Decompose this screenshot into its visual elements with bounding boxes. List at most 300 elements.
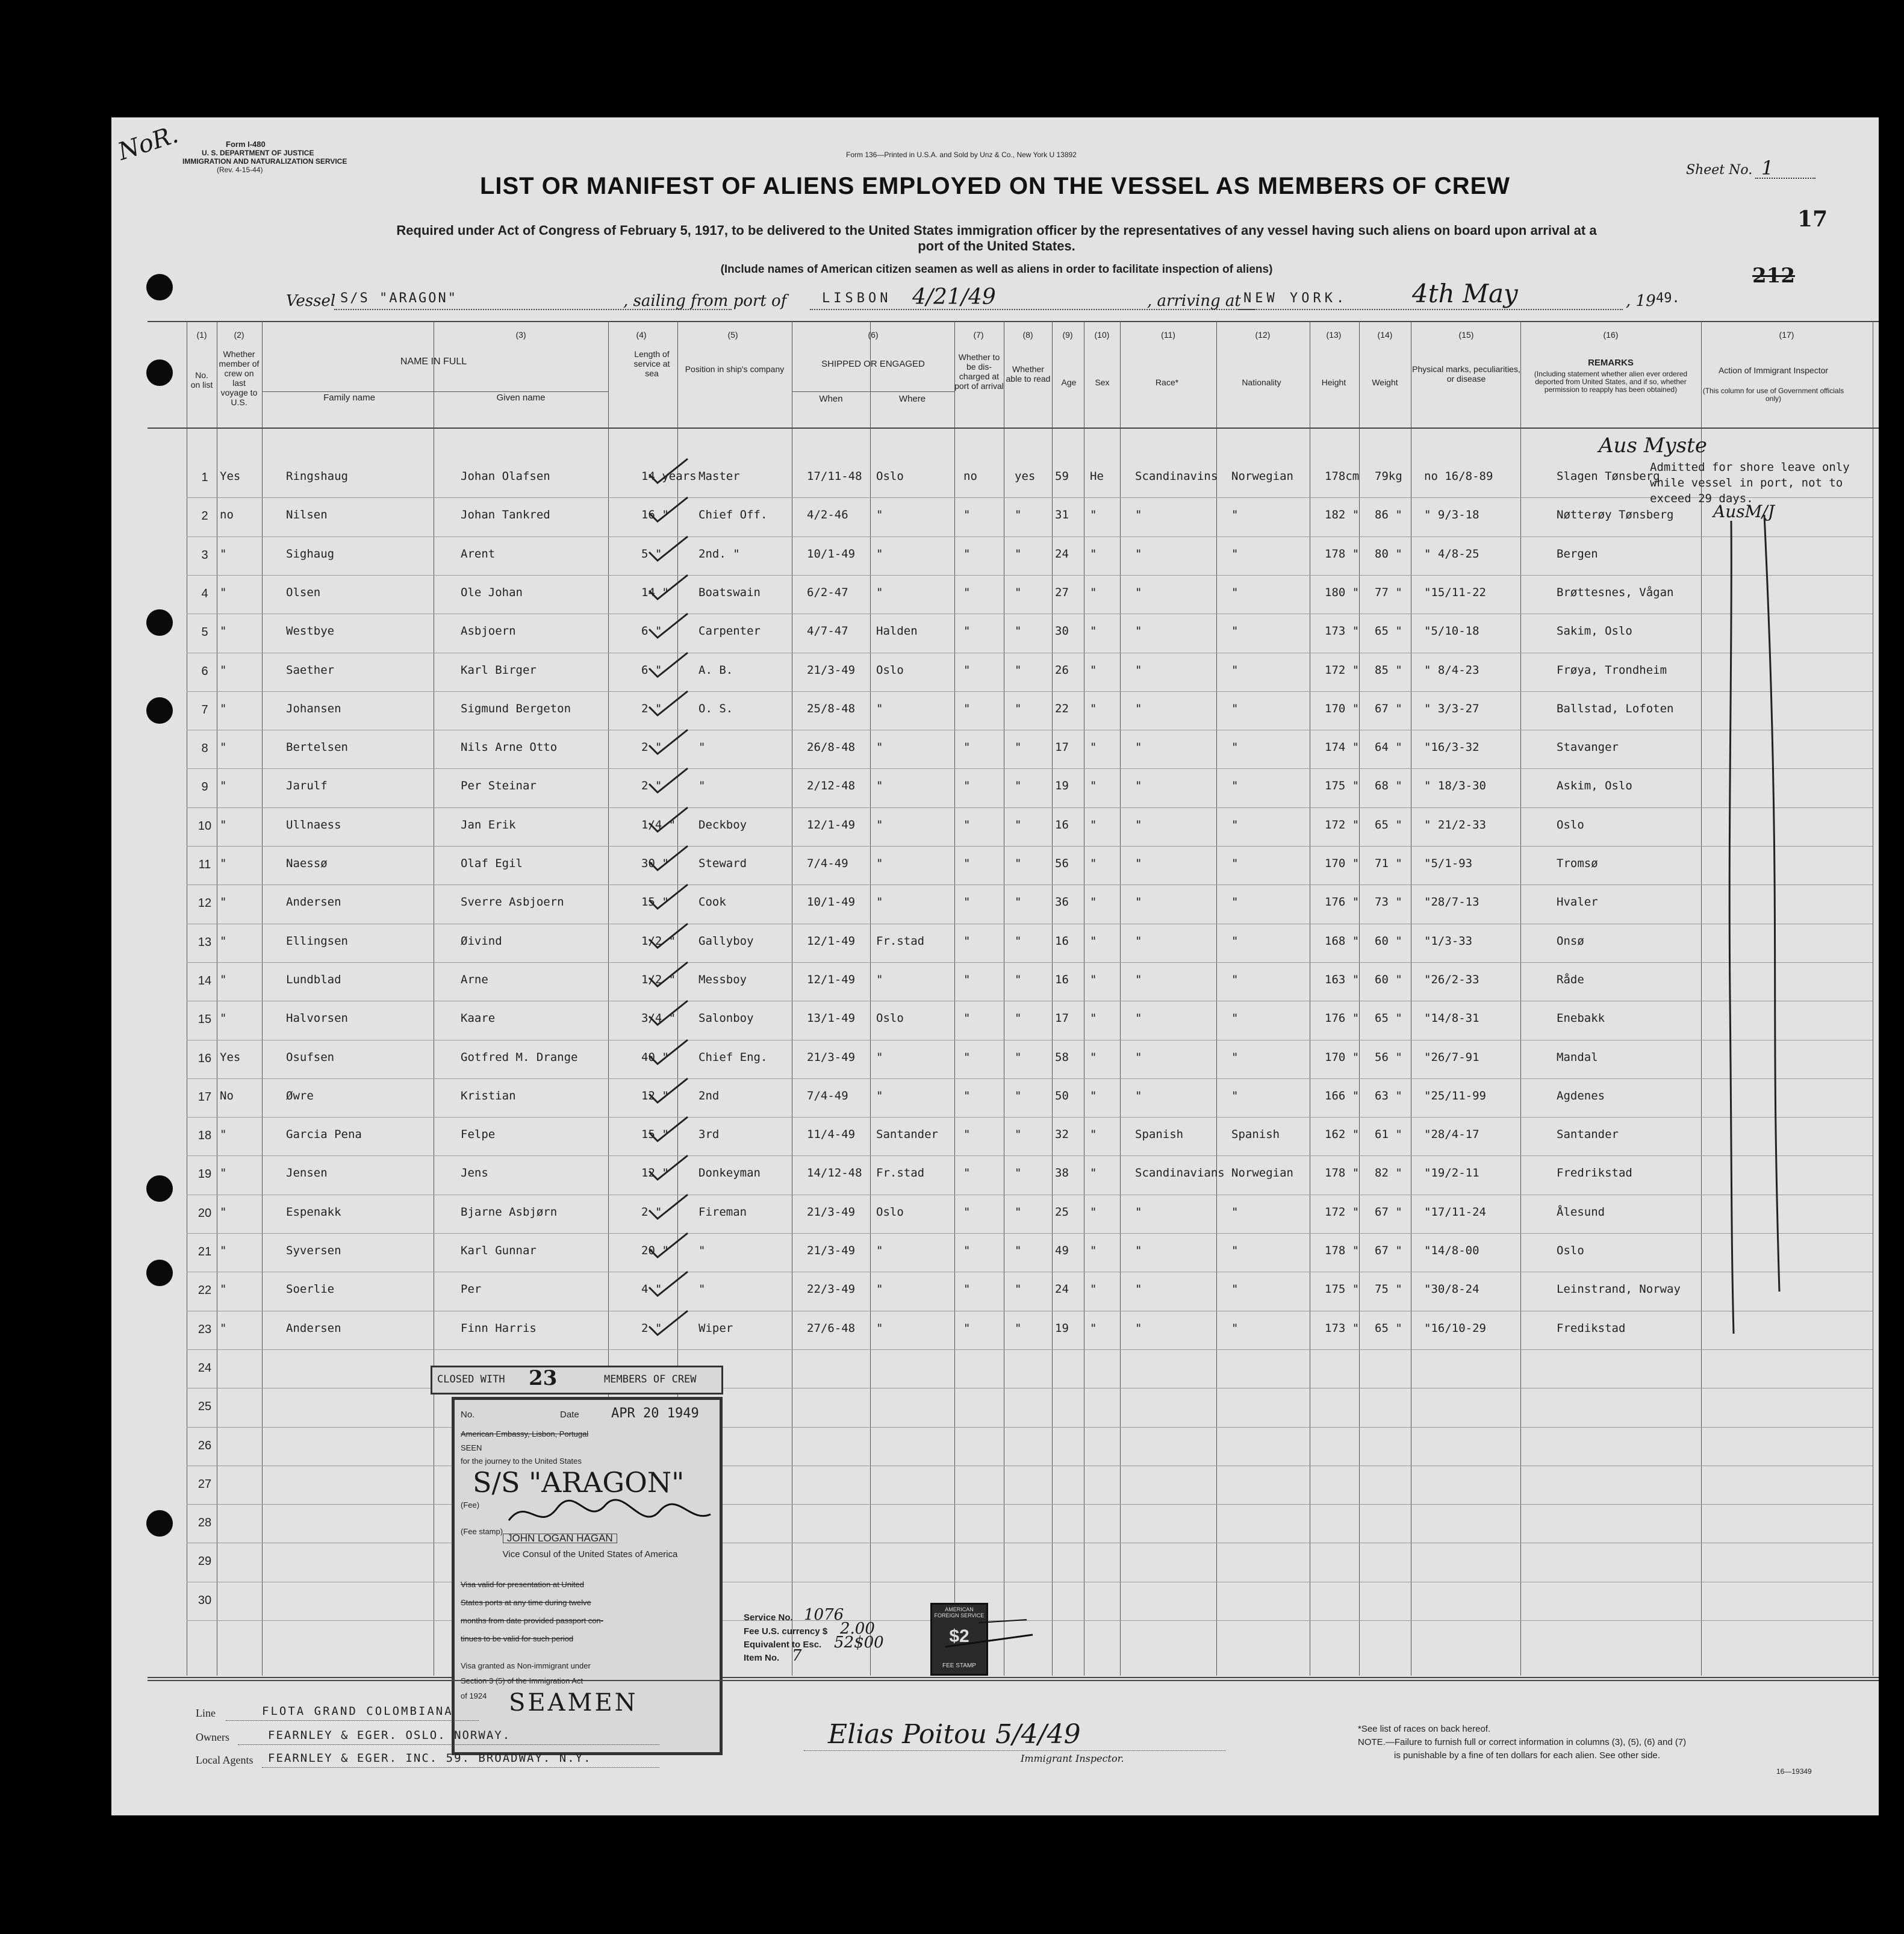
cell-given: Felpe xyxy=(461,1128,496,1141)
sheet-number-label: Sheet No. xyxy=(1686,163,1753,178)
cell-height: 182 " xyxy=(1325,508,1360,521)
cell-nat: " xyxy=(1231,934,1239,948)
cell-where: " xyxy=(876,1244,883,1257)
cell-disch: " xyxy=(963,741,971,754)
check-mark-icon xyxy=(644,1231,692,1261)
cell-height: 178 " xyxy=(1325,547,1360,561)
column-number: (8) xyxy=(1022,330,1033,340)
cell-given: Karl Birger xyxy=(461,664,537,677)
cell-height: 168 " xyxy=(1325,934,1360,948)
cell-marks: "5/10-18 xyxy=(1424,624,1479,638)
punch-hole xyxy=(146,1260,173,1286)
cell-no: 18 xyxy=(198,1129,212,1142)
cell-remarks: Råde xyxy=(1557,973,1584,986)
cell-when: 17/11-48 xyxy=(807,470,862,483)
inspector-initials: AusM/J xyxy=(1713,502,1775,521)
cell-where: Santander xyxy=(876,1128,938,1141)
punch-hole xyxy=(146,1175,173,1202)
cell-disch: " xyxy=(963,1166,971,1180)
column-number: (7) xyxy=(973,330,984,340)
cell-position: 2nd. " xyxy=(698,547,740,561)
col-read-header: Whether able to read xyxy=(1006,364,1051,384)
cell-read: " xyxy=(1015,1244,1022,1257)
cell-where: Halden xyxy=(876,624,918,638)
cell-height: 172 " xyxy=(1325,818,1360,832)
cell-where: Fr.stad xyxy=(876,1166,925,1180)
cell-age: 50 xyxy=(1055,1089,1069,1102)
cell-sex: " xyxy=(1090,818,1097,832)
equivalent-label: Equivalent to Esc. xyxy=(744,1640,822,1650)
table-row-rule xyxy=(187,536,1873,537)
cell-remarks: Fredikstad xyxy=(1557,1322,1626,1335)
cell-nat: Norwegian xyxy=(1231,1166,1293,1180)
cell-remarks: Fredrikstad xyxy=(1557,1166,1632,1180)
visa-line-embassy: American Embassy, Lisbon, Portugal xyxy=(461,1429,589,1438)
cell-no: 15 xyxy=(198,1013,212,1026)
cell-weight: 56 " xyxy=(1375,1051,1402,1064)
visa-fee-stamp-label: (Fee stamp) xyxy=(461,1527,503,1536)
cell-service: 6 " xyxy=(641,664,662,677)
cell-service: 12 " xyxy=(641,1166,669,1180)
cell-age: 31 xyxy=(1055,508,1069,521)
failure-note-2: is punishable by a fine of ten dollars for each alien. See other side. xyxy=(1394,1750,1660,1761)
cell-family: Andersen xyxy=(286,895,341,909)
cell-nat: Spanish xyxy=(1231,1128,1280,1141)
col-action-sub: (This column for use of Government officials only) xyxy=(1702,387,1844,403)
fee-amount: 2.00 xyxy=(840,1620,875,1638)
cell-height: 170 " xyxy=(1325,1051,1360,1064)
cell-race: " xyxy=(1135,779,1142,792)
line-value: FLOTA GRAND COLOMBIANA xyxy=(262,1705,453,1718)
cell-sex: " xyxy=(1090,934,1097,948)
cell-given: Gotfred M. Drange xyxy=(461,1051,578,1064)
cell-remarks: Agdenes xyxy=(1557,1089,1605,1102)
cell-race: " xyxy=(1135,547,1142,561)
cell-weight: 60 " xyxy=(1375,934,1402,948)
agents-underline xyxy=(262,1767,659,1768)
table-row-rule xyxy=(187,1504,1873,1505)
cell-age: 56 xyxy=(1055,857,1069,870)
cell-given: Johan Olafsen xyxy=(461,470,550,483)
cell-no: 1 xyxy=(201,471,208,484)
cell-given: Nils Arne Otto xyxy=(461,741,558,754)
table-row-rule xyxy=(187,768,1873,769)
cell-disch: " xyxy=(963,934,971,948)
cell-marks: "28/7-13 xyxy=(1424,895,1479,909)
cell-service: 1/4 " xyxy=(641,818,676,832)
header-sub-rule xyxy=(262,391,608,392)
cell-age: 25 xyxy=(1055,1205,1069,1219)
cell-read: " xyxy=(1015,818,1022,832)
cell-weight: 60 " xyxy=(1375,973,1402,986)
cell-position: A. B. xyxy=(698,664,733,677)
cell-no: 11 xyxy=(198,858,211,871)
punch-hole xyxy=(146,274,173,300)
cell-race: Scandinavins xyxy=(1135,470,1218,483)
empty-row-number: 29 xyxy=(198,1555,212,1568)
inspector-note-line3: exceed 29 days. xyxy=(1650,492,1753,505)
cell-when: 26/8-48 xyxy=(807,741,856,754)
cell-nat: " xyxy=(1231,1244,1239,1257)
cell-family: Øwre xyxy=(286,1089,314,1102)
cell-sex: He xyxy=(1090,470,1104,483)
punch-hole xyxy=(146,1510,173,1537)
cell-no: 10 xyxy=(198,819,212,833)
cell-remarks: Brøttesnes, Vågan xyxy=(1557,586,1674,599)
column-number: (13) xyxy=(1326,330,1342,340)
cell-no: 23 xyxy=(198,1323,212,1336)
cell-given: Arne xyxy=(461,973,488,986)
header-sub-rule xyxy=(792,391,954,392)
cell-marks: "26/7-91 xyxy=(1424,1051,1479,1064)
table-column-rule xyxy=(1359,321,1360,1676)
cell-marks: "16/10-29 xyxy=(1424,1322,1486,1335)
cell-nat: " xyxy=(1231,1283,1239,1296)
cell-nat: " xyxy=(1231,741,1239,754)
cell-when: 13/1-49 xyxy=(807,1012,856,1025)
cell-when: 4/7-47 xyxy=(807,624,848,638)
cell-sex: " xyxy=(1090,1012,1097,1025)
cell-remarks: Ballstad, Lofoten xyxy=(1557,702,1674,715)
cell-read: " xyxy=(1015,508,1022,521)
check-mark-icon xyxy=(644,1037,692,1068)
cell-age: 27 xyxy=(1055,586,1069,599)
cell-prev: " xyxy=(220,586,227,599)
visa-validity-1: Visa valid for presentation at United xyxy=(461,1580,584,1589)
cell-where: " xyxy=(876,779,883,792)
visa-line-seen: SEEN xyxy=(461,1443,482,1452)
check-mark-icon xyxy=(644,921,692,951)
cell-height: 178 " xyxy=(1325,1244,1360,1257)
cell-no: 4 xyxy=(201,587,208,600)
check-mark-icon xyxy=(644,766,692,796)
cell-disch: " xyxy=(963,1128,971,1141)
cell-height: 176 " xyxy=(1325,895,1360,909)
cell-disch: " xyxy=(963,857,971,870)
cell-prev: " xyxy=(220,934,227,948)
cell-age: 19 xyxy=(1055,779,1069,792)
cell-read: " xyxy=(1015,624,1022,638)
check-mark-icon xyxy=(644,456,692,487)
owners-value: FEARNLEY & EGER. OSLO. NORWAY. xyxy=(268,1729,511,1742)
cell-disch: " xyxy=(963,508,971,521)
cell-disch: " xyxy=(963,1089,971,1102)
cell-position: Master xyxy=(698,470,740,483)
cell-age: 24 xyxy=(1055,1283,1069,1296)
cell-nat: " xyxy=(1231,508,1239,521)
col-marks-header: Physical marks, peculiarities, or disease xyxy=(1412,364,1520,384)
cell-service: 14 years xyxy=(641,470,697,483)
cell-when: 21/3-49 xyxy=(807,1244,856,1257)
cell-when: 27/6-48 xyxy=(807,1322,856,1335)
table-column-rule xyxy=(1520,321,1521,1676)
cell-sex: " xyxy=(1090,741,1097,754)
cell-read: " xyxy=(1015,1012,1022,1025)
cell-prev: no xyxy=(220,508,234,521)
check-mark-icon xyxy=(644,844,692,874)
cell-remarks: Ålesund xyxy=(1557,1205,1605,1219)
col-remarks-header: REMARKS xyxy=(1588,358,1634,368)
visa-line-journey: for the journey to the United States xyxy=(461,1457,582,1466)
cell-nat: " xyxy=(1231,779,1239,792)
cell-where: " xyxy=(876,741,883,754)
cell-height: 174 " xyxy=(1325,741,1360,754)
cell-service: 1/2 " xyxy=(641,934,676,948)
cell-family: Soerlie xyxy=(286,1283,335,1296)
cell-nat: " xyxy=(1231,1322,1239,1335)
cell-disch: " xyxy=(963,586,971,599)
cell-race: " xyxy=(1135,934,1142,948)
inspector-bracket-line xyxy=(1719,515,1803,1358)
cell-no: 3 xyxy=(201,549,208,562)
cell-position: Gallyboy xyxy=(698,934,754,948)
table-row-rule xyxy=(187,1233,1873,1234)
table-row-rule xyxy=(187,1427,1873,1428)
cell-nat: " xyxy=(1231,1012,1239,1025)
cell-race: " xyxy=(1135,624,1142,638)
cell-service: 14 " xyxy=(641,586,669,599)
cell-service: 5 " xyxy=(641,547,662,561)
cell-weight: 65 " xyxy=(1375,1322,1402,1335)
check-mark-icon xyxy=(644,611,692,641)
cell-race: " xyxy=(1135,741,1142,754)
cell-marks: "17/11-24 xyxy=(1424,1205,1486,1219)
cell-weight: 71 " xyxy=(1375,857,1402,870)
visa-date: APR 20 1949 xyxy=(611,1406,699,1421)
empty-row-number: 28 xyxy=(198,1516,212,1529)
table-row-rule xyxy=(187,962,1873,963)
page-title: LIST OR MANIFEST OF ALIENS EMPLOYED ON THE VESSEL AS MEMBERS OF CREW xyxy=(479,173,1511,199)
fee-stamp-cancel-marks xyxy=(942,1611,1039,1659)
cell-where: " xyxy=(876,1089,883,1102)
cell-height: 178cm xyxy=(1325,470,1360,483)
cell-nat: Norwegian xyxy=(1231,470,1293,483)
column-number: (2) xyxy=(234,330,244,340)
cell-height: 176 " xyxy=(1325,1012,1360,1025)
cell-race: Spanish xyxy=(1135,1128,1184,1141)
cell-when: 10/1-49 xyxy=(807,895,856,909)
check-mark-icon xyxy=(644,1192,692,1222)
cell-position: Donkeyman xyxy=(698,1166,761,1180)
cell-disch: no xyxy=(963,470,977,483)
cell-remarks: Stavanger xyxy=(1557,741,1619,754)
cell-position: " xyxy=(698,1283,706,1296)
cell-marks: "5/1-93 xyxy=(1424,857,1473,870)
cell-family: Ringshaug xyxy=(286,470,348,483)
cell-height: 162 " xyxy=(1325,1128,1360,1141)
cell-height: 180 " xyxy=(1325,586,1360,599)
cell-no: 20 xyxy=(198,1207,212,1220)
agents-label: Local Agents xyxy=(196,1754,254,1766)
consul-name: JOHN LOGAN HAGAN xyxy=(503,1534,617,1543)
cell-height: 175 " xyxy=(1325,779,1360,792)
inspector-note-line2: while vessel in port, not to xyxy=(1650,476,1843,490)
cell-marks: "14/8-00 xyxy=(1424,1244,1479,1257)
table-row-rule xyxy=(187,807,1873,808)
sailing-label: , sailing from port of xyxy=(623,292,787,310)
cell-nat: " xyxy=(1231,895,1239,909)
cell-read: " xyxy=(1015,547,1022,561)
cell-remarks: Slagen Tønsberg xyxy=(1557,470,1660,483)
cell-height: 163 " xyxy=(1325,973,1360,986)
cell-no: 6 xyxy=(201,665,208,678)
cell-family: Sighaug xyxy=(286,547,335,561)
cell-service: 4 " xyxy=(641,1283,662,1296)
cell-sex: " xyxy=(1090,857,1097,870)
cell-where: " xyxy=(876,508,883,521)
cell-family: Johansen xyxy=(286,702,341,715)
check-mark-icon xyxy=(644,960,692,990)
cell-age: 16 xyxy=(1055,973,1069,986)
cell-disch: " xyxy=(963,702,971,715)
cell-service: 1/2 " xyxy=(641,973,676,986)
cell-height: 173 " xyxy=(1325,1322,1360,1335)
cell-race: " xyxy=(1135,1089,1142,1102)
cell-family: Westbye xyxy=(286,624,335,638)
cell-when: 22/3-49 xyxy=(807,1283,856,1296)
cell-age: 17 xyxy=(1055,1012,1069,1025)
col-height-header: Height xyxy=(1321,378,1346,387)
cell-read: " xyxy=(1015,1089,1022,1102)
column-number: (6) xyxy=(868,330,879,340)
cell-height: 170 " xyxy=(1325,857,1360,870)
column-number: (10) xyxy=(1094,330,1110,340)
cell-weight: 65 " xyxy=(1375,1012,1402,1025)
cell-race: " xyxy=(1135,508,1142,521)
cell-marks: "16/3-32 xyxy=(1424,741,1479,754)
cell-sex: " xyxy=(1090,895,1097,909)
cell-family: Garcia Pena xyxy=(286,1128,362,1141)
cell-marks: " 3/3-27 xyxy=(1424,702,1479,715)
cell-weight: 65 " xyxy=(1375,624,1402,638)
empty-row-number: 27 xyxy=(198,1478,212,1491)
cell-marks: "26/2-33 xyxy=(1424,973,1479,986)
fee-stamp-bottom: FEE STAMP xyxy=(942,1662,976,1669)
cell-sex: " xyxy=(1090,1244,1097,1257)
cell-age: 16 xyxy=(1055,818,1069,832)
table-row-rule xyxy=(187,497,1873,498)
cell-disch: " xyxy=(963,1012,971,1025)
cell-marks: "28/4-17 xyxy=(1424,1128,1479,1141)
cell-service: 30 " xyxy=(641,857,669,870)
departure-port: LISBON xyxy=(822,291,892,306)
cell-no: 13 xyxy=(198,936,212,949)
visa-status-1: Visa granted as Non-immigrant under xyxy=(461,1661,591,1670)
cell-disch: " xyxy=(963,973,971,986)
table-row-rule xyxy=(187,1349,1873,1350)
cell-disch: " xyxy=(963,624,971,638)
cell-age: 38 xyxy=(1055,1166,1069,1180)
cell-family: Andersen xyxy=(286,1322,341,1335)
closed-with-stamp xyxy=(431,1366,723,1395)
cell-position: Chief Off. xyxy=(698,508,768,521)
failure-note-1: NOTE.—Failure to furnish full or correct information in columns (3), (5), (6) and (7) xyxy=(1358,1737,1687,1747)
column-number: (1) xyxy=(196,330,207,340)
cell-nat: " xyxy=(1231,586,1239,599)
check-mark-icon xyxy=(644,1115,692,1145)
cell-position: Carpenter xyxy=(698,624,761,638)
line-label: Line xyxy=(196,1707,216,1719)
column-number: (3) xyxy=(515,330,526,340)
cell-race: Scandinavians xyxy=(1135,1166,1225,1180)
col-weight-header: Weight xyxy=(1372,378,1398,387)
check-mark-icon xyxy=(644,1153,692,1183)
check-mark-icon xyxy=(644,573,692,603)
cell-weight: 80 " xyxy=(1375,547,1402,561)
consul-signature xyxy=(503,1490,720,1538)
column-number: (14) xyxy=(1377,330,1393,340)
cell-given: Asbjoern xyxy=(461,624,516,638)
cell-weight: 67 " xyxy=(1375,702,1402,715)
cell-given: Jan Erik xyxy=(461,818,516,832)
cell-marks: " 9/3-18 xyxy=(1424,508,1479,521)
cell-family: Osufsen xyxy=(286,1051,335,1064)
column-number: (15) xyxy=(1458,330,1474,340)
col-no-header: No. on list xyxy=(190,370,213,390)
cell-remarks: Onsø xyxy=(1557,934,1584,948)
cell-remarks: Bergen xyxy=(1557,547,1598,561)
form-number: Form I-480 xyxy=(226,140,266,149)
department-name: U. S. DEPARTMENT OF JUSTICE xyxy=(202,149,314,157)
cell-height: 178 " xyxy=(1325,1166,1360,1180)
visa-status-3: of 1924 xyxy=(461,1691,487,1700)
members-of-crew-label: MEMBERS OF CREW xyxy=(604,1373,697,1385)
check-mark-icon xyxy=(644,689,692,719)
cell-family: Espenakk xyxy=(286,1205,341,1219)
cell-given: Sigmund Bergeton xyxy=(461,702,571,715)
cell-sex: " xyxy=(1090,1089,1097,1102)
inspector-signature-line xyxy=(804,1750,1225,1751)
cell-prev: " xyxy=(220,1166,227,1180)
column-number: (11) xyxy=(1161,330,1175,340)
cell-given: Finn Harris xyxy=(461,1322,537,1335)
cell-read: " xyxy=(1015,973,1022,986)
cell-where: " xyxy=(876,1051,883,1064)
manifest-table xyxy=(148,321,1879,1678)
immigrant-inspector-signature: Elias Poitou 5/4/49 xyxy=(828,1719,1081,1750)
cell-given: Jens xyxy=(461,1166,488,1180)
cell-given: Bjarne Asbjørn xyxy=(461,1205,558,1219)
cell-prev: " xyxy=(220,895,227,909)
cell-sex: " xyxy=(1090,1322,1097,1335)
cell-when: 14/12-48 xyxy=(807,1166,862,1180)
cell-disch: " xyxy=(963,1205,971,1219)
col-nationality-header: Nationality xyxy=(1242,378,1281,387)
cell-weight: 73 " xyxy=(1375,895,1402,909)
cell-where: " xyxy=(876,586,883,599)
visa-handwritten-vessel: S/S "ARAGON" xyxy=(473,1466,685,1499)
cell-position: Wiper xyxy=(698,1322,733,1335)
check-mark-icon xyxy=(644,998,692,1028)
cell-prev: " xyxy=(220,1283,227,1296)
cell-nat: " xyxy=(1231,1089,1239,1102)
cell-read: " xyxy=(1015,1205,1022,1219)
cell-where: " xyxy=(876,1283,883,1296)
cell-when: 10/1-49 xyxy=(807,547,856,561)
cell-where: " xyxy=(876,895,883,909)
cell-no: 9 xyxy=(201,780,208,794)
check-mark-icon xyxy=(644,727,692,757)
cell-nat: " xyxy=(1231,1205,1239,1219)
cell-where: Oslo xyxy=(876,1012,904,1025)
cell-weight: 77 " xyxy=(1375,586,1402,599)
cell-race: " xyxy=(1135,895,1142,909)
cell-when: 7/4-49 xyxy=(807,1089,848,1102)
cell-disch: " xyxy=(963,1051,971,1064)
item-number: 7 xyxy=(792,1647,802,1665)
cell-position: " xyxy=(698,779,706,792)
cell-read: " xyxy=(1015,664,1022,677)
